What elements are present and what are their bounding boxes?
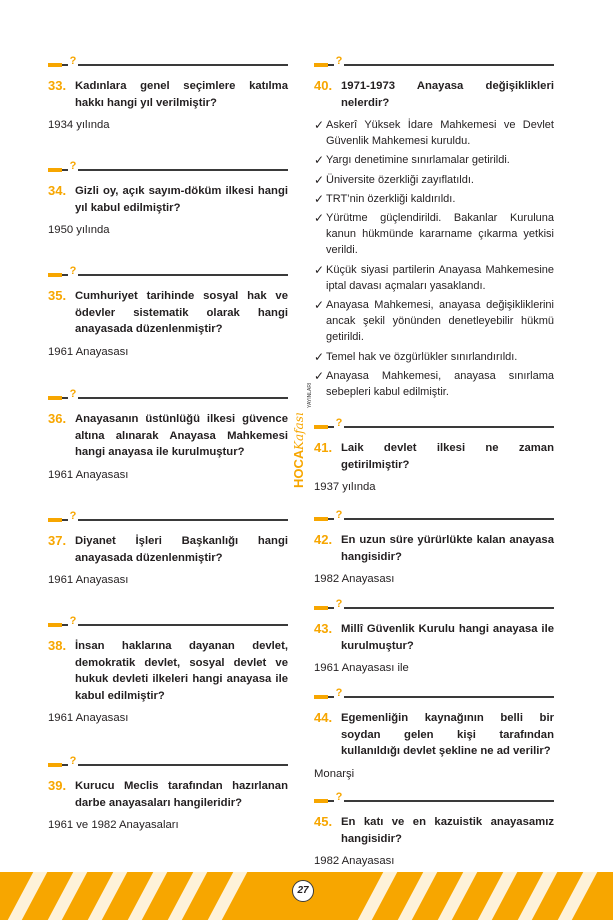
question-separator: ? (48, 56, 288, 68)
question-number: 43. (314, 621, 333, 636)
question-block-35 (48, 266, 288, 360)
question-block-41 (314, 418, 554, 495)
question-block-39 (48, 756, 288, 833)
question-block-40 (314, 56, 554, 403)
answer-list (314, 117, 554, 400)
question-text: Cumhuriyet tarihinde sosyal hak ve ödevler sistematik olarak hangi anayasada düzenlenmiştir? (75, 290, 288, 335)
check-icon: ✓ (314, 298, 325, 313)
list-item: ✓ Anayasa Mahkemesi, anayasa sınırlama sebepleri kabul edilmiştir. (314, 368, 554, 400)
check-icon: ✓ (314, 211, 325, 226)
question-number: 38. (48, 638, 67, 653)
answer-text: 1937 yılında (314, 481, 376, 493)
list-item: ✓ Yürütme güçlendirildi. Bakanlar Kuruluna kanun hükmünde kararname çıkarma yetkisi verildi. (314, 210, 554, 259)
page-number: 27 (292, 880, 314, 902)
question-number: 44. (314, 710, 333, 725)
question-block-45 (314, 792, 554, 869)
question-number: 42. (314, 532, 333, 547)
question-separator: ? (314, 510, 554, 522)
answer-text: 1961 Anayasası (48, 345, 129, 358)
question-separator: ? (314, 418, 554, 430)
check-icon: ✓ (314, 191, 325, 206)
check-icon: ✓ (314, 172, 325, 187)
question-separator: ? (48, 161, 288, 173)
check-icon: ✓ (314, 262, 325, 277)
question-text: En katı ve en kazuistik anayasamız hangisidir? (341, 816, 554, 845)
question-separator: ? (314, 688, 554, 700)
question-separator: ? (314, 599, 554, 611)
publisher-logo (289, 380, 313, 490)
answer-text: 1961 ve 1982 Anayasaları (48, 819, 179, 831)
answer-text: 1934 yılında (48, 119, 110, 131)
list-item: ✓ Askerî Yüksek İdare Mahkemesi ve Devlet Güvenlik Mahkemesi kuruldu. (314, 117, 554, 149)
answer-text: Monarşi (314, 767, 355, 780)
question-number: 45. (314, 814, 333, 829)
question-number: 35. (48, 288, 67, 303)
question-text: 1971-1973 Anayasa değişiklikleri nelerdir? (341, 80, 554, 109)
answer-text: 1961 Anayasası (48, 574, 129, 586)
logo-script-text: Kafası (292, 412, 306, 450)
question-text: İnsan haklarına dayanan devlet, demokratik devlet, sosyal devlet ve hukuk devleti ilkeleri hangi anayasa ile kabul edilmiştir? (75, 640, 288, 702)
answer-text: 1950 yılında (48, 224, 110, 236)
list-item: ✓ Temel hak ve özgürlükler sınırlandırıldı. (314, 349, 518, 364)
question-number: 37. (48, 533, 67, 548)
question-block-33 (48, 56, 288, 133)
publisher-logo-graphic (289, 380, 313, 490)
question-number: 39. (48, 778, 67, 793)
question-separator: ? (48, 389, 288, 401)
check-icon: ✓ (314, 153, 325, 168)
check-icon: ✓ (314, 368, 325, 383)
list-item: ✓ TRT’nin özerkliği kaldırıldı. (314, 191, 456, 206)
question-separator: ? (48, 266, 288, 278)
check-icon: ✓ (314, 118, 325, 132)
logo-brand-text: HOCA (291, 449, 306, 488)
question-block-34 (48, 161, 288, 238)
list-item: ✓ Anayasa Mahkemesi, anayasa değişikliklerini ancak şekil yönünden denetleyebilir hükmü getirildi. (314, 297, 554, 346)
question-block-44 (314, 688, 554, 782)
answer-text: 1961 Anayasası ile (314, 662, 409, 674)
question-separator: ? (48, 511, 288, 523)
question-text: Gizli oy, açık sayım-döküm ilkesi hangi yıl kabul edilmiştir? (75, 185, 288, 214)
answer-text: 1961 Anayasası (48, 468, 129, 481)
question-text: Kadınlara genel seçimlere katılma hakkı hangi yıl verilmiştir? (75, 80, 288, 109)
question-number: 33. (48, 78, 67, 93)
list-item: ✓ Üniversite özerkliği zayıflatıldı. (314, 172, 474, 187)
question-separator: ? (48, 616, 288, 628)
question-block-43 (314, 599, 554, 676)
question-separator: ? (314, 792, 554, 804)
question-number: 40. (314, 78, 333, 93)
question-separator: ? (314, 56, 554, 68)
answer-text: 1982 Anayasası (314, 855, 395, 867)
list-item: ✓ Küçük siyasi partilerin Anayasa Mahkemesine iptal davası açmaları yasaklandı. (314, 262, 554, 294)
question-block-42 (314, 510, 554, 587)
question-number: 36. (48, 411, 67, 426)
question-text: Laik devlet ilkesi ne zaman getirilmiştir? (341, 442, 554, 471)
question-text: En uzun süre yürürlükte kalan anayasa hangisidir? (341, 534, 554, 563)
question-block-38 (48, 616, 288, 726)
question-text: Millî Güvenlik Kurulu hangi anayasa ile kurulmuştur? (341, 623, 554, 652)
question-separator: ? (48, 756, 288, 768)
question-block-36 (48, 389, 288, 483)
check-icon: ✓ (314, 349, 325, 364)
answer-text: 1961 Anayasası (48, 712, 129, 724)
question-text: Egemenliğin kaynağının belli bir soydan gelen kişi tarafından kullanıldığı devlet şekline ne ad verilir? (341, 712, 554, 757)
list-item: ✓ Yargı denetimine sınırlamalar getirildi. (314, 153, 510, 168)
question-number: 34. (48, 183, 67, 198)
question-block-37 (48, 511, 288, 588)
question-text: Kurucu Meclis tarafından hazırlanan darbe anayasaları hangileridir? (75, 780, 288, 809)
question-number: 41. (314, 440, 333, 455)
question-text: Anayasanın üstünlüğü ilkesi güvence altına alınarak Anayasa Mahkemesi hangi anayasa ile kurulmuştur? (75, 413, 288, 458)
logo-sub-text: YAYINLARI (307, 382, 313, 408)
question-text: Diyanet İşleri Başkanlığı hangi anayasada düzenlenmiştir? (75, 535, 288, 564)
answer-text: 1982 Anayasası (314, 573, 395, 585)
